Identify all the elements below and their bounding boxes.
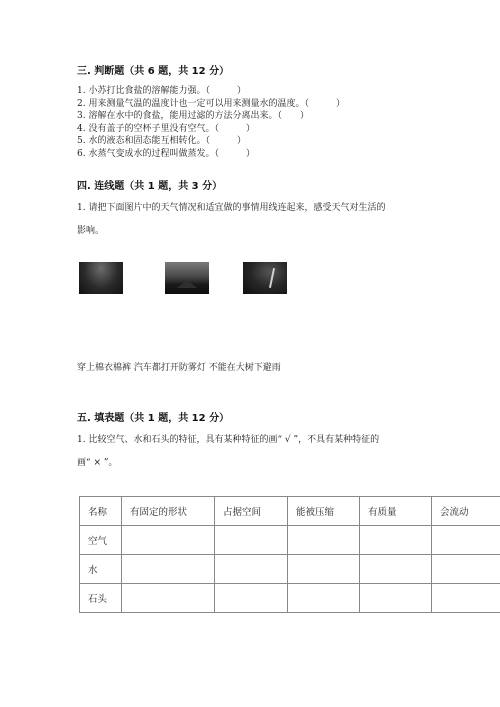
matching-question-line-2: 影响。	[77, 226, 105, 236]
section-5-heading: 五. 填表题（共 1 题，共 12 分）	[77, 413, 230, 424]
answer-cell[interactable]	[215, 584, 288, 613]
table-row	[80, 526, 500, 555]
table-question-line-1: 1. 比较空气、水和石头的特征，具有某种特征的画“ √ ”，不具有某种特征的	[77, 435, 380, 445]
table-header-row	[80, 497, 500, 526]
answer-cell[interactable]	[288, 526, 360, 555]
table-question-line-2: 画“ × ”。	[77, 458, 118, 468]
header-cell: 名称	[80, 497, 122, 526]
section-4-heading: 四. 连线题（共 1 题，共 3 分）	[77, 181, 223, 192]
matching-options: 穿上棉衣棉裤 汽车都打开防雾灯 不能在大树下避雨	[77, 363, 281, 373]
header-cell: 占据空间	[215, 497, 288, 526]
foggy-road-photo	[165, 262, 209, 294]
question-item: 3. 溶解在水中的食盐，能用过滤的方法分离出来。（ ）	[77, 111, 309, 122]
answer-cell[interactable]	[215, 555, 288, 584]
table-row	[80, 584, 500, 613]
true-false-question-list	[77, 85, 345, 161]
answer-cell[interactable]	[360, 584, 432, 613]
comparison-table	[79, 496, 500, 613]
answer-cell[interactable]	[122, 526, 215, 555]
answer-cell[interactable]	[215, 526, 288, 555]
question-item: 4. 没有盖子的空杯子里没有空气。（ ）	[77, 123, 255, 134]
row-label-cell: 空气	[80, 526, 122, 555]
answer-cell[interactable]	[432, 584, 500, 613]
answer-cell[interactable]	[122, 555, 215, 584]
answer-cell[interactable]	[432, 526, 500, 555]
answer-cell[interactable]	[288, 555, 360, 584]
question-item: 5. 水的液态和固态能互相转化。（ ）	[77, 136, 246, 147]
header-cell: 有质量	[360, 497, 432, 526]
question-item: 2. 用来测量气温的温度计也一定可以用来测量水的温度。（ ）	[77, 98, 345, 109]
answer-cell[interactable]	[122, 584, 215, 613]
answer-cell[interactable]	[360, 555, 432, 584]
question-item: 6. 水蒸气变成水的过程叫做蒸发。（ ）	[77, 148, 255, 159]
answer-cell[interactable]	[360, 526, 432, 555]
thunderstorm-photo	[243, 262, 287, 294]
fog-photo	[79, 262, 123, 294]
row-label-cell: 石头	[80, 584, 122, 613]
question-item: 1. 小苏打比食盐的溶解能力强。（ ）	[77, 86, 246, 96]
section-3-heading: 三. 判断题（共 6 题，共 12 分）	[77, 66, 230, 77]
matching-question-line-1: 1. 请把下面图片中的天气情况和适宜做的事情用线连起来，感受天气对生活的	[77, 203, 386, 213]
header-cell: 会流动	[432, 497, 500, 526]
answer-cell[interactable]	[432, 555, 500, 584]
answer-cell[interactable]	[288, 584, 360, 613]
row-label-cell: 水	[80, 555, 122, 584]
table-row	[80, 555, 500, 584]
header-cell: 有固定的形状	[122, 497, 215, 526]
header-cell: 能被压缩	[288, 497, 360, 526]
